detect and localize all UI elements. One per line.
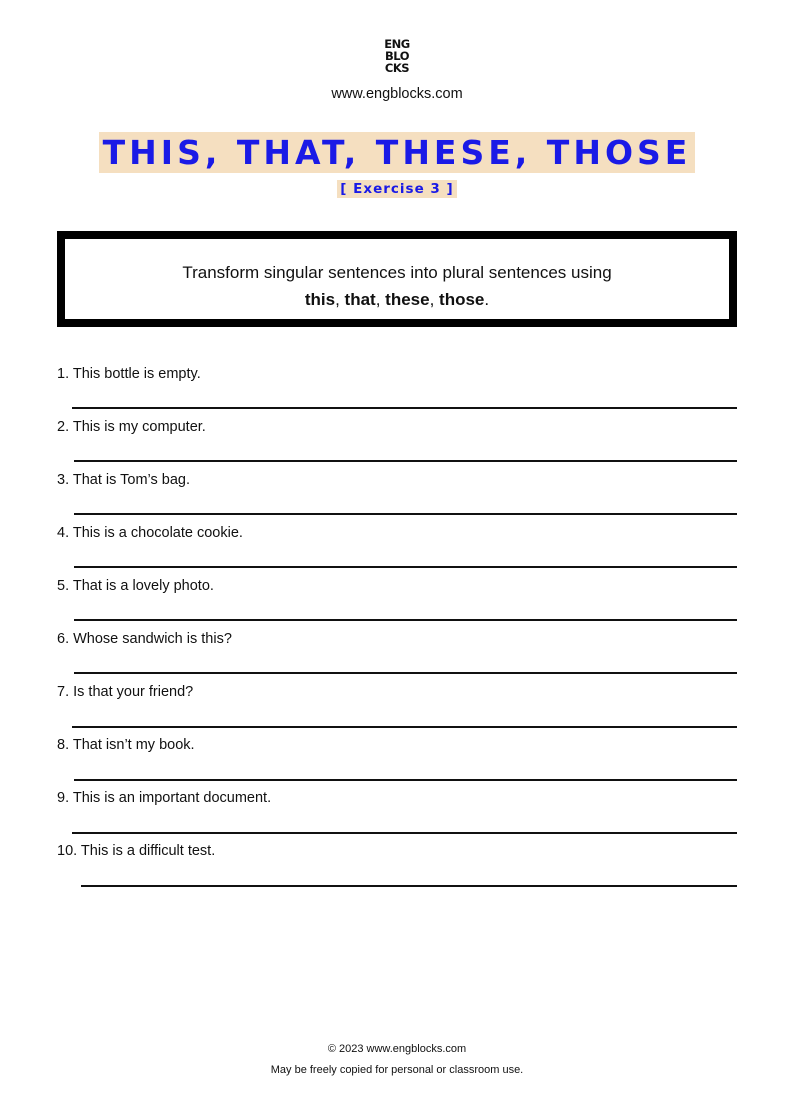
answer-line-1[interactable] xyxy=(72,407,737,409)
page-title: THIS, THAT, THESE, THOSE xyxy=(99,132,696,173)
question-10: 10. This is a difficult test. xyxy=(57,843,216,859)
question-8: 8. That isn’t my book. xyxy=(57,737,195,753)
keyword-those: those xyxy=(439,290,485,309)
question-7: 7. Is that your friend? xyxy=(57,684,194,700)
instructions-line-1: Transform singular sentences into plural sentences using xyxy=(182,263,612,282)
instructions-box xyxy=(57,231,737,327)
footer-copyright: © 2023 www.engblocks.com xyxy=(327,1043,467,1055)
answer-line-3[interactable] xyxy=(74,513,737,515)
separator: , xyxy=(429,290,440,309)
exercise-label: [ Exercise 3 ] xyxy=(337,180,456,198)
answer-line-10[interactable] xyxy=(81,885,737,887)
answer-line-4[interactable] xyxy=(74,566,737,568)
subtitle-wrapper xyxy=(0,180,794,198)
question-5: 5. That is a lovely photo. xyxy=(57,578,214,594)
answer-line-2[interactable] xyxy=(74,460,737,462)
logo-line-1: ENG xyxy=(384,37,410,51)
question-1: 1. This bottle is empty. xyxy=(57,366,201,382)
answer-line-6[interactable] xyxy=(74,672,737,674)
logo-line-2: BLO xyxy=(385,49,409,63)
keyword-these: these xyxy=(385,290,430,309)
logo-line-3: CKS xyxy=(384,61,410,75)
period: . xyxy=(484,290,490,309)
answer-line-7[interactable] xyxy=(72,726,737,728)
question-4: 4. This is a chocolate cookie. xyxy=(57,525,243,541)
question-2: 2. This is my computer. xyxy=(57,419,206,435)
site-url[interactable]: www.engblocks.com xyxy=(331,86,463,102)
answer-line-9[interactable] xyxy=(72,832,737,834)
engblocks-logo xyxy=(384,38,409,74)
keyword-that: that xyxy=(344,290,376,309)
question-3: 3. That is Tom’s bag. xyxy=(57,472,190,488)
answer-line-8[interactable] xyxy=(74,779,737,781)
answer-line-5[interactable] xyxy=(74,619,737,621)
separator: , xyxy=(375,290,386,309)
instructions-line-2 xyxy=(65,286,729,313)
keyword-this: this xyxy=(304,290,336,309)
footer-license: May be freely copied for personal or classroom use. xyxy=(270,1064,524,1076)
question-9: 9. This is an important document. xyxy=(57,790,272,806)
separator: , xyxy=(335,290,345,309)
title-wrapper xyxy=(0,132,794,173)
question-6: 6. Whose sandwich is this? xyxy=(57,631,232,647)
